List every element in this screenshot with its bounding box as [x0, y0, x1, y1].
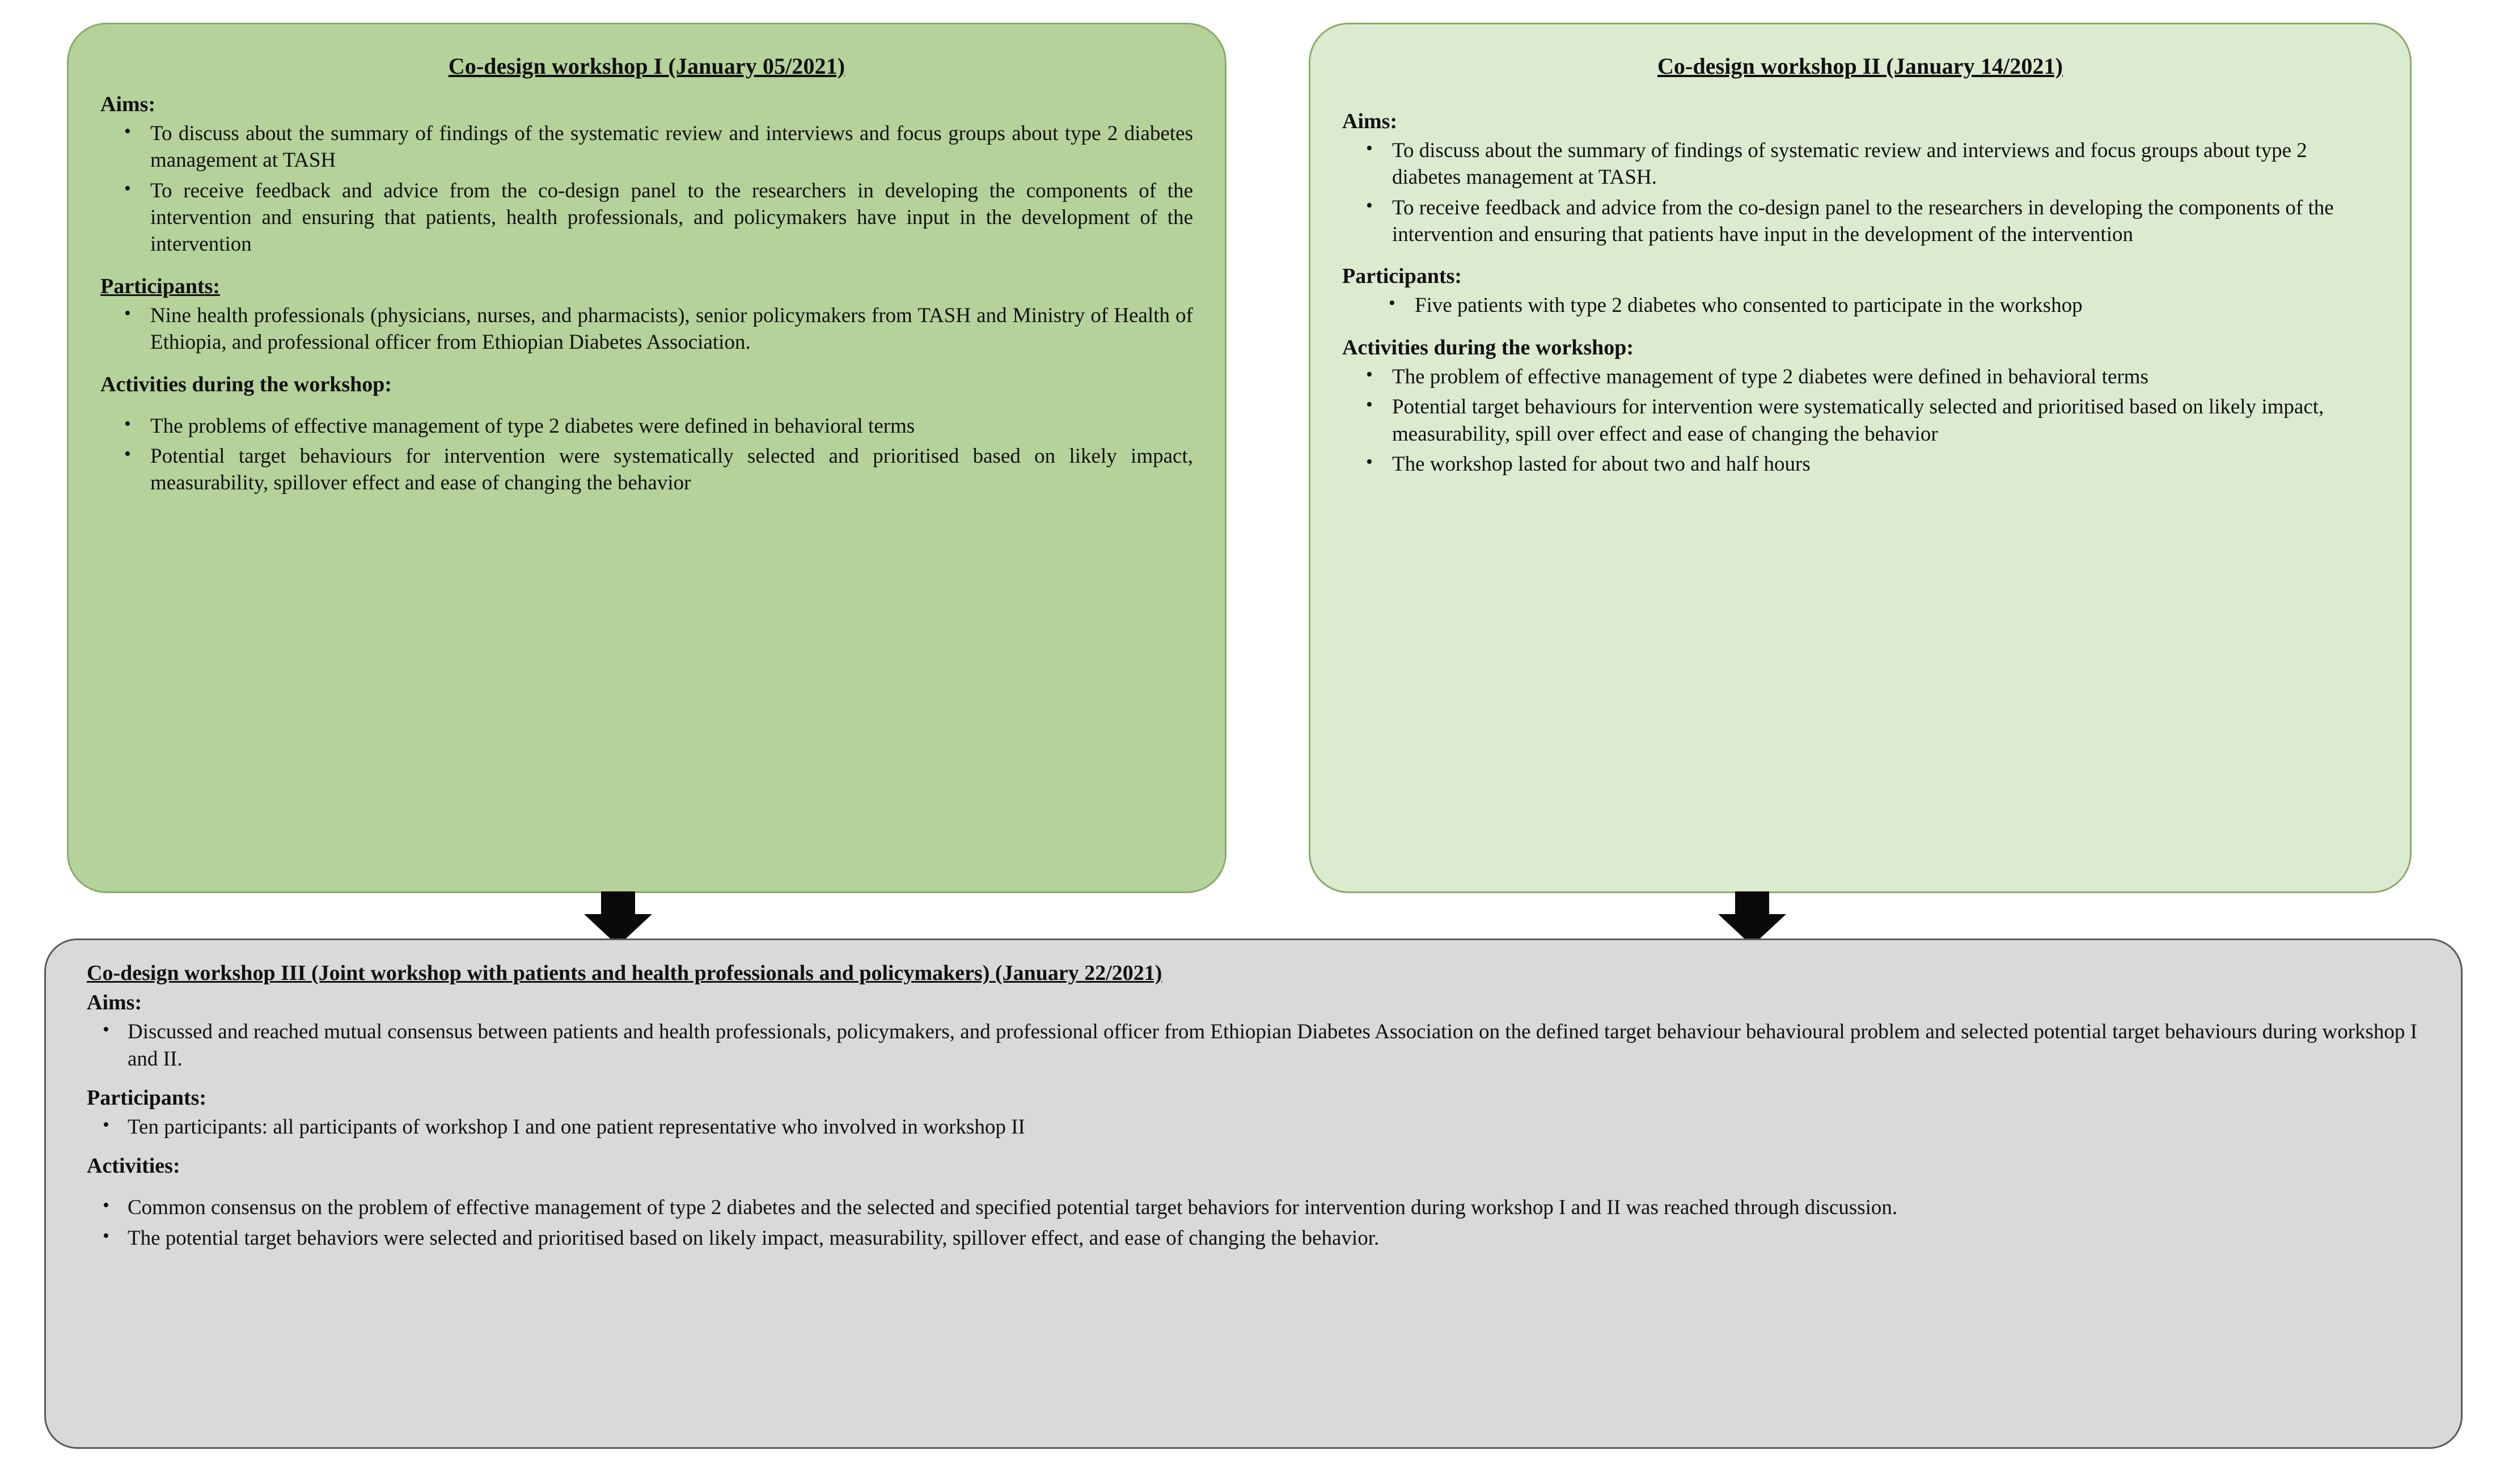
- workshop-1-participants-list: [100, 302, 1193, 356]
- list-item: • To receive feedback and advice from the co-design panel to the researchers in developing the components of the intervention and ensuring that patients, health professionals, and policymakers have input in the development of the intervention: [150, 177, 1193, 258]
- list-item: • The workshop lasted for about two and half hours: [1392, 451, 2378, 477]
- workshop-3-joint-box: [44, 938, 2463, 1449]
- workshop-1-aims-label: Aims:: [100, 92, 156, 116]
- workshop-1-box: [67, 23, 1226, 893]
- down-arrow-icon: [1718, 891, 1786, 946]
- workshop-1-title: Co-design workshop I (January 05/2021): [448, 53, 845, 79]
- workshop-3-participants-list: [87, 1114, 2420, 1141]
- list-item: • Potential target behaviours for intervention were systematically selected and prioritised based on likely impact, measurability, spill over effect and ease of changing the behavior: [1392, 394, 2378, 447]
- list-item: • To discuss about the summary of findings of the systematic review and interviews and focus groups about type 2 diabetes management at TASH: [150, 120, 1193, 174]
- list-item: • Potential target behaviours for intervention were systematically selected and prioritised based on likely impact, measurability, spillover effect and ease of changing the behavior: [150, 443, 1193, 497]
- workshop-2-participants-label: Participants:: [1342, 264, 1462, 289]
- list-item: • The problem of effective management of type 2 diabetes were defined in behavioral terms: [1392, 363, 2378, 390]
- list-item: • Nine health professionals (physicians, nurses, and pharmacists), senior policymakers from TASH and Ministry of Health of Ethiopia, and professional officer from Ethiopian Diabetes Association.: [150, 302, 1193, 356]
- workshop-2-activities-list: [1342, 363, 2378, 477]
- workshop-2-aims-label: Aims:: [1342, 109, 1398, 133]
- list-item: • The problems of effective management of type 2 diabetes were defined in behavioral terms: [150, 413, 1193, 439]
- workshop-3-aims-label: Aims:: [87, 991, 142, 1014]
- workshop-2-box: [1309, 23, 2412, 893]
- list-item: • To discuss about the summary of findings of systematic review and interviews and focus groups about type 2 diabetes management at TASH.: [1392, 137, 2378, 191]
- list-item: • Ten participants: all participants of workshop I and one patient representative who involved in workshop II: [128, 1114, 2420, 1141]
- workshop-1-participants-label: Participants:: [100, 274, 221, 298]
- list-item: • Common consensus on the problem of effective management of type 2 diabetes and the selected and specified potential target behaviors for intervention during workshop I and II was reached through discussion.: [128, 1194, 2420, 1221]
- workshop-3-activities-label: Activities:: [87, 1154, 180, 1178]
- list-item: • To receive feedback and advice from the co-design panel to the researchers in developing the components of the intervention and ensuring that patients have input in the development of the intervention: [1392, 195, 2378, 248]
- workshop-3-activities-list: [87, 1194, 2420, 1252]
- workshop-2-aims-list: [1342, 137, 2378, 248]
- down-arrow-icon: [584, 891, 652, 946]
- list-item: • Discussed and reached mutual consensus between patients and health professionals, policymakers, and professional officer from Ethiopian Diabetes Association on the defined target behaviour behavioural problem and selected potential target behaviours during workshop I and II.: [128, 1018, 2420, 1073]
- workshop-3-aims-list: [87, 1018, 2420, 1073]
- list-item: • Five patients with type 2 diabetes who consented to participate in the workshop: [1415, 292, 2378, 319]
- workshop-1-activities-label: Activities during the workshop:: [100, 372, 392, 396]
- workshop-1-aims-list: [100, 120, 1193, 258]
- workshop-2-title: Co-design workshop II (January 14/2021): [1657, 53, 2063, 79]
- list-item: • The potential target behaviors were selected and prioritised based on likely impact, measurability, spillover effect, and ease of changing the behavior.: [128, 1225, 2420, 1252]
- workshop-2-participants-list: [1342, 292, 2378, 319]
- workshop-2-activities-label: Activities during the workshop:: [1342, 335, 1634, 360]
- workshop-3-participants-label: Participants:: [87, 1086, 207, 1110]
- workshop-3-title: Co-design workshop III (Joint workshop with patients and health professionals and policymakers) (January 22/2021): [87, 961, 1162, 985]
- workshop-1-activities-list: [100, 413, 1193, 497]
- workshops-row: [0, 23, 2504, 913]
